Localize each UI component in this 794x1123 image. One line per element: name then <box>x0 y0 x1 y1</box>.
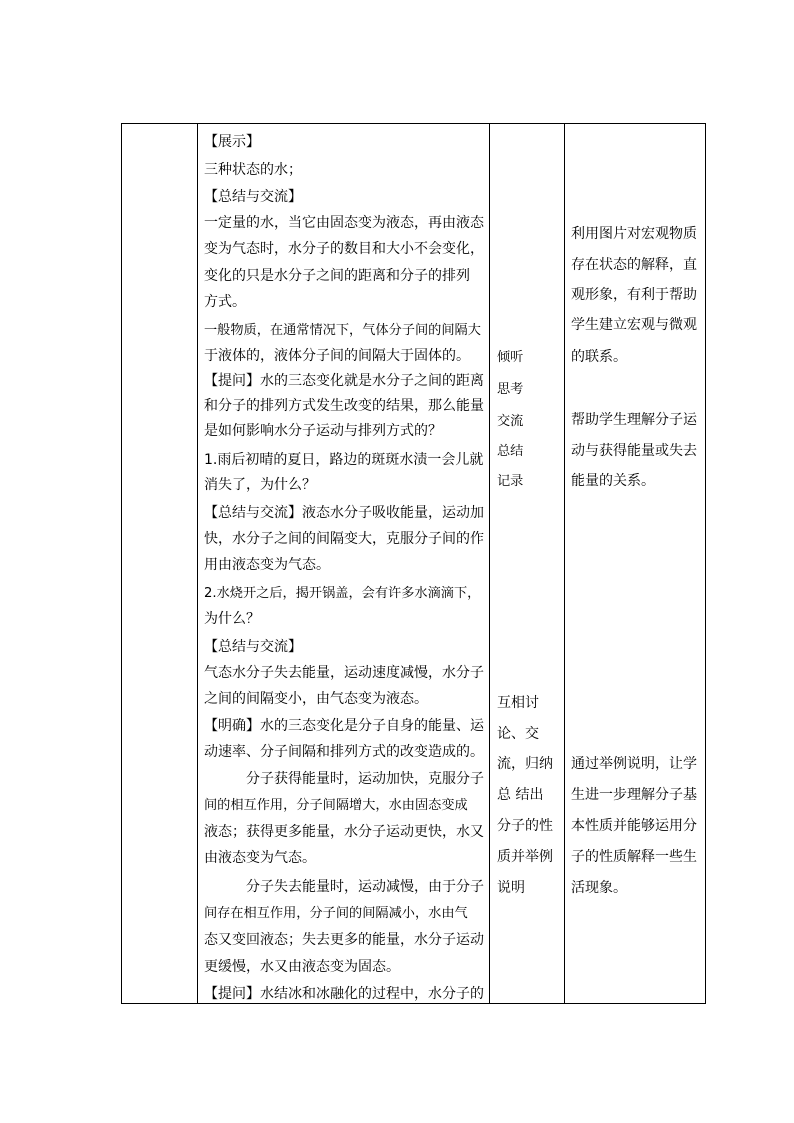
content-line: 气态水分子失去能量，运动速度减慢，水分子 <box>204 665 484 681</box>
student-line: 总结 <box>497 444 524 459</box>
content-line: 三种状态的水； <box>204 162 302 178</box>
content-line: 间的相互作用，分子间隔增大，水由固态变成 <box>204 798 468 813</box>
student-line: 交流 <box>497 414 524 429</box>
content-line: 【总结与交流】 <box>204 639 302 655</box>
content-line: 为什么？ <box>204 611 260 627</box>
student-line: 论、交 <box>497 726 539 742</box>
student-line: 倾听 <box>497 350 524 365</box>
content-line: 2.水烧开之后，揭开锅盖，会有许多水滴滴下， <box>204 586 481 601</box>
student-line: 思考 <box>497 382 524 397</box>
content-line: 一般物质，在通常情况下，气体分子间的间隔大 <box>204 323 481 338</box>
purpose-line: 通过举例说明，让学 <box>571 756 697 772</box>
purpose-line: 本性质并能够运用分 <box>571 818 697 834</box>
content-line: 间存在相互作用，分子间的间隔减小，水由气 <box>204 906 468 921</box>
content-line: 【提问】水的三态变化就是水分子之间的距离 <box>204 373 484 389</box>
content-line: 之间的间隔变小，由气态变为液态。 <box>204 691 428 707</box>
purpose-line: 存在状态的解释，直 <box>571 257 697 273</box>
table-column-stage <box>122 124 198 1003</box>
content-line: 【展示】 <box>204 134 260 150</box>
content-line: 用由液态变为气态。 <box>204 557 330 573</box>
table-column-student-activity <box>490 124 565 1003</box>
content-line: 和分子的排列方式发生改变的结果，那么能量 <box>204 398 484 414</box>
purpose-line: 帮助学生理解分子运 <box>571 412 697 428</box>
content-line: 分子失去能量时，运动减慢，由于分子 <box>246 879 484 895</box>
table-column-design-purpose <box>565 124 705 1003</box>
purpose-line: 学生建立宏观与微观 <box>571 317 697 333</box>
content-line: 态又变回液态；失去更多的能量，水分子运动 <box>204 932 484 948</box>
purpose-line: 能量的关系。 <box>571 473 655 489</box>
purpose-line: 子的性质解释一些生 <box>571 849 697 865</box>
content-line: 变为气态时，水分子的数目和大小不会变化， <box>204 241 484 257</box>
student-line: 记录 <box>497 474 524 489</box>
purpose-line: 的联系。 <box>571 349 627 365</box>
content-line: 【总结与交流】液态水分子吸收能量，运动加 <box>204 505 484 521</box>
content-line: 由液态变为气态。 <box>204 850 316 866</box>
student-line: 分子的性 <box>497 818 553 834</box>
purpose-line: 利用图片对宏观物质 <box>571 226 697 242</box>
content-line: 一定量的水，当它由固态变为液态，再由液态 <box>204 215 484 231</box>
content-line: 分子获得能量时，运动加快，克服分子 <box>246 771 484 787</box>
content-line: 快，水分子之间的间隔变大，克服分子间的作 <box>204 531 484 547</box>
content-line: 变化的只是水分子之间的距离和分子的排列 <box>204 268 470 284</box>
student-line: 质并举例 <box>497 849 553 865</box>
content-line: 于液体的，液体分子间的间隔大于固体的。 <box>204 348 470 364</box>
purpose-line: 活现象。 <box>571 880 627 896</box>
table-column-content <box>198 124 490 1003</box>
content-line: 【明确】水的三态变化是分子自身的能量、运 <box>204 718 484 734</box>
content-line: 是如何影响水分子运动与排列方式的？ <box>204 423 442 439</box>
purpose-line: 生进一步理解分子基 <box>571 787 697 803</box>
lesson-table <box>121 123 706 1004</box>
student-line: 流，归纳 <box>497 756 553 772</box>
purpose-line: 观形象，有利于帮助 <box>571 287 697 303</box>
content-line: 液态；获得更多能量，水分子运动更快，水又 <box>204 824 484 840</box>
student-line: 总 结出 <box>497 787 544 803</box>
purpose-line: 动与获得能量或失去 <box>571 443 697 459</box>
content-line: 方式。 <box>204 294 246 310</box>
content-line: 【总结与交流】 <box>204 189 302 205</box>
content-line: 动速率、分子间隔和排列方式的改变造成的。 <box>204 744 484 760</box>
content-line: 消失了，为什么？ <box>204 477 316 493</box>
content-line: 更缓慢，水又由液态变为固态。 <box>204 959 400 975</box>
student-line: 说明 <box>497 880 525 896</box>
content-line: 【提问】水结冰和冰融化的过程中，水分子的 <box>204 986 484 1002</box>
student-line: 互相讨 <box>497 695 539 711</box>
content-line: 1.雨后初晴的夏日，路边的斑斑水渍一会儿就 <box>204 452 484 468</box>
